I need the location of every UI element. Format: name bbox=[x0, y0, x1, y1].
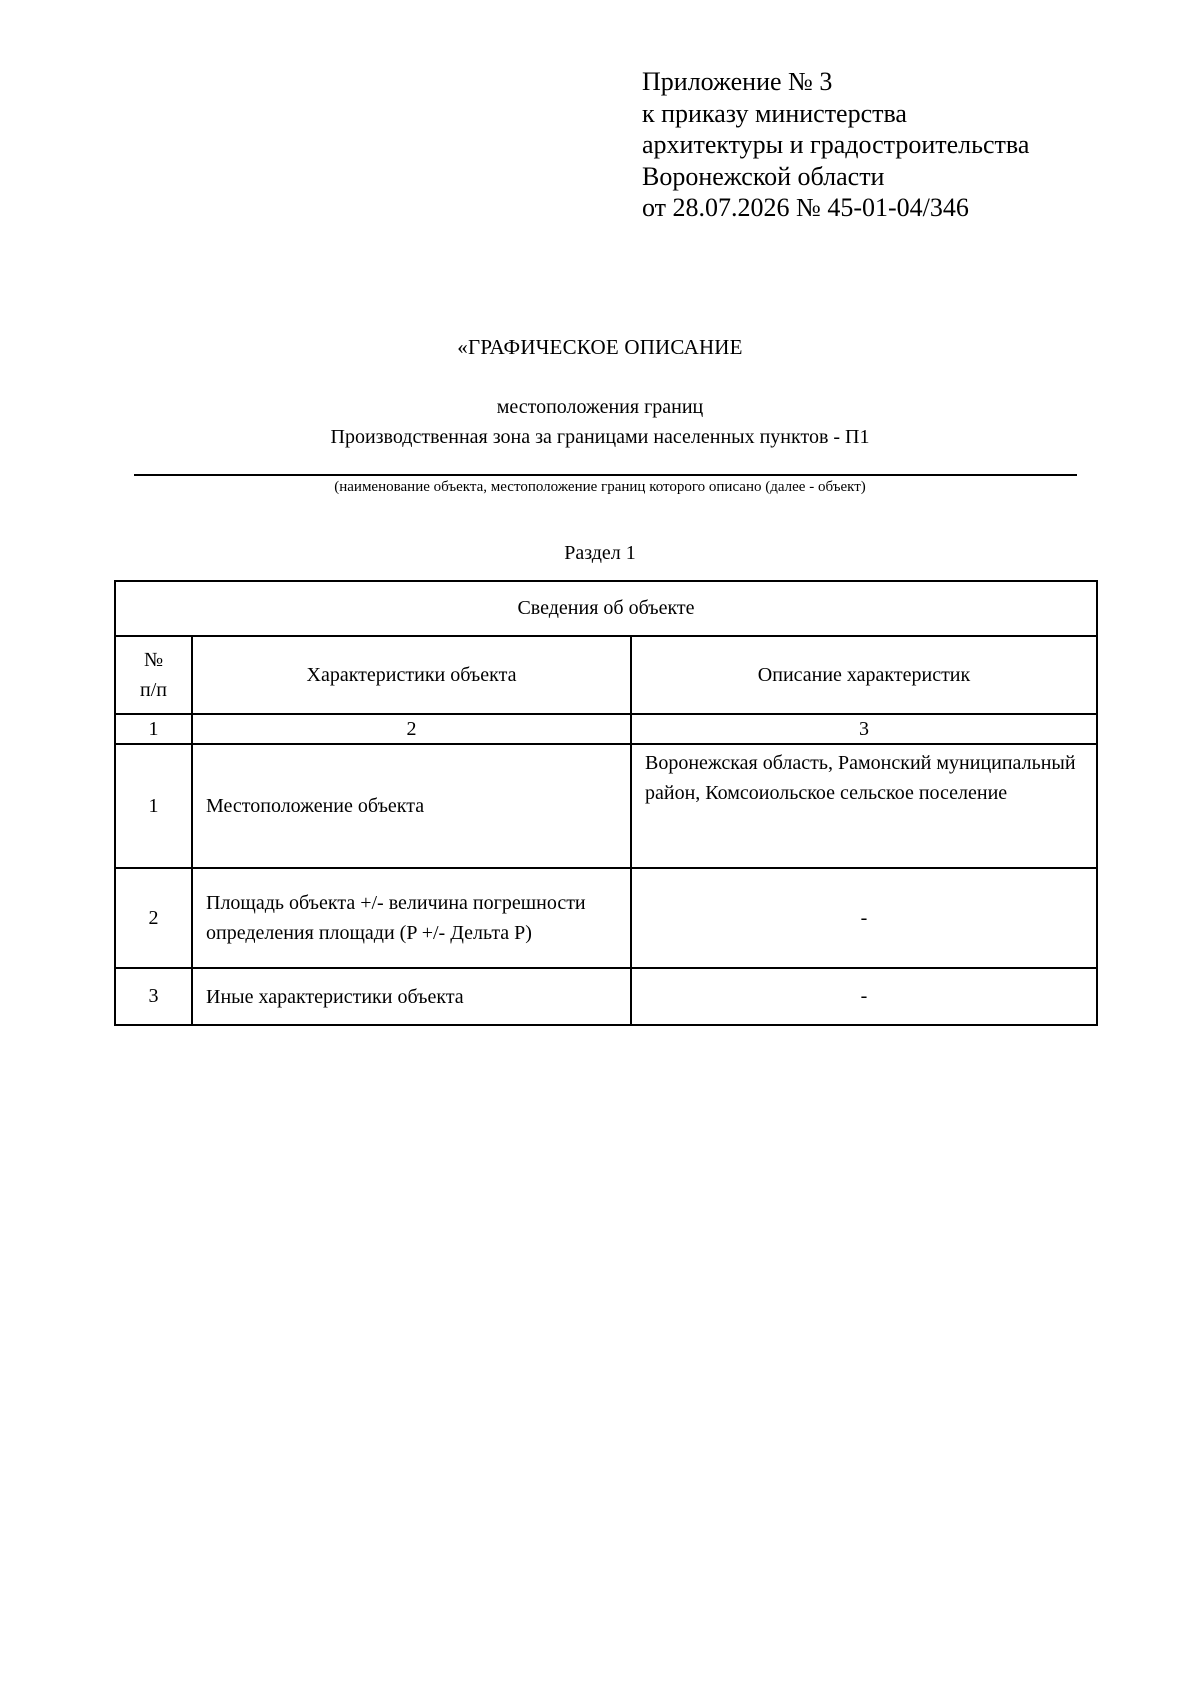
column-number: 1 bbox=[115, 714, 192, 744]
appendix-line: Приложение № 3 bbox=[642, 67, 833, 96]
table-row bbox=[115, 868, 1097, 968]
appendix-line: архитектуры и градостроительства bbox=[642, 130, 1030, 159]
column-number: 3 bbox=[631, 714, 1097, 744]
table-caption: Сведения об объекте bbox=[115, 581, 1097, 636]
object-name: Производственная зона за границами населенных пунктов - П1 bbox=[330, 426, 870, 448]
row-num: 2 bbox=[115, 868, 192, 968]
table-header-row bbox=[115, 636, 1097, 714]
column-number-row bbox=[115, 714, 1097, 744]
underline-rule bbox=[134, 474, 1077, 476]
appendix-line: от 28.07.2026 № 45-01-04/346 bbox=[642, 193, 969, 222]
row-description: - bbox=[631, 968, 1097, 1025]
header-characteristic: Характеристики объекта bbox=[192, 636, 631, 714]
row-num: 3 bbox=[115, 968, 192, 1025]
appendix-line: Воронежской области bbox=[642, 161, 885, 191]
row-num: 1 bbox=[115, 744, 192, 868]
column-number: 2 bbox=[192, 714, 631, 744]
row-characteristic: Иные характеристики объекта bbox=[192, 968, 631, 1025]
document-title: «ГРАФИЧЕСКОЕ ОПИСАНИЕ bbox=[457, 335, 743, 359]
document-subtitle: местоположения границ bbox=[496, 396, 704, 418]
appendix-block bbox=[642, 66, 1029, 224]
header-description: Описание характеристик bbox=[631, 636, 1097, 714]
row-description: - bbox=[631, 868, 1097, 968]
table-row bbox=[115, 968, 1097, 1025]
table-caption-row bbox=[115, 581, 1097, 636]
table-row bbox=[115, 744, 1097, 868]
header-num bbox=[115, 636, 192, 714]
object-info-table bbox=[114, 580, 1098, 1026]
appendix-line: к приказу министерства bbox=[642, 98, 907, 128]
object-name-caption: (наименование объекта, местоположение границ которого описано (далее - объект) bbox=[334, 479, 866, 495]
row-characteristic: Площадь объекта +/- величина погрешности определения площади (P +/- Дельта P) bbox=[192, 868, 631, 968]
row-description: Воронежская область, Рамонский муниципальный район, Комсоиольское сельское поселение bbox=[631, 744, 1097, 868]
row-characteristic: Местоположение объекта bbox=[192, 744, 631, 868]
header-num-label: № п/п bbox=[140, 649, 167, 701]
section-label: Раздел 1 bbox=[564, 542, 636, 564]
